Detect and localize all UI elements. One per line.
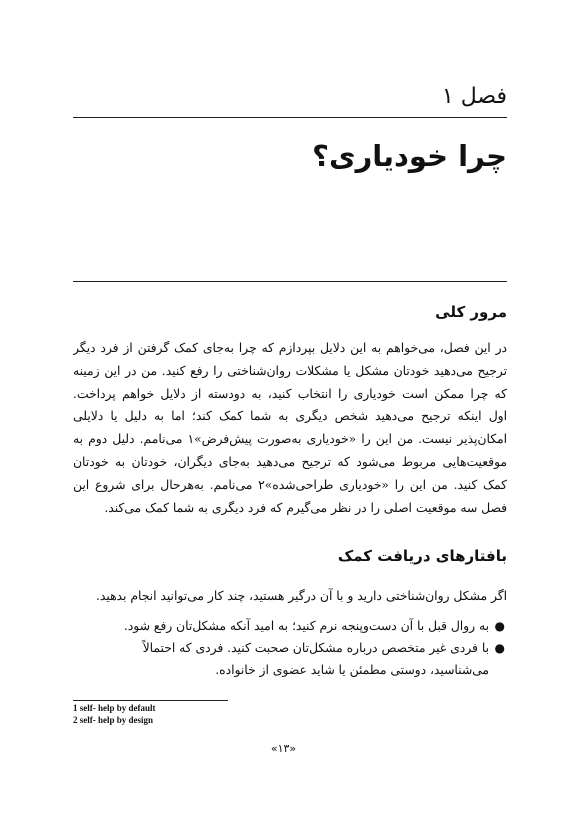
contexts-intro: اگر مشکل روان‌شناختی دارید و با آن درگیر هستید، چند کار می‌توانید انجام بدهید. [96, 589, 507, 603]
paragraph-line: موقعیت‌هایی مربوط می‌شود که ترجیح می‌دهید به‌جای دیگران، خودتان به خودتان [73, 454, 507, 469]
paragraph-line: ترجیح می‌دهید خودتان مشکل یا مشکلات روان‌شناختی را رفع کنید. من در این زمینه [73, 363, 507, 378]
paragraph-line: کمک کنید. من این را «خودیاری طراحی‌شده»۲ می‌نامم. به‌هرحال برای شروع این [73, 477, 507, 492]
list-item-line: به روال قبل با آن دست‌وپنجه نرم کنید؛ به امید آنکه مشکل‌تان رفع شود. [123, 619, 489, 633]
footnotes [73, 702, 156, 726]
bullet-icon: ● [494, 641, 505, 655]
list-item-line: می‌شناسید، دوستی مطمئن یا شاید عضوی از خانواده. [215, 663, 489, 677]
contexts-heading: بافتارهای دریافت کمک [337, 547, 507, 565]
list-item [73, 637, 507, 681]
footnote-1: 1 self- help by default [73, 703, 156, 713]
overview-paragraph [73, 337, 507, 519]
bullet-icon: ● [494, 619, 505, 633]
paragraph-line: اول اینکه ترجیح می‌دهید شخص دیگری به شما کمک کند؛ اما به دلیل یا دلایلی [73, 409, 507, 424]
chapter-top-rule [73, 117, 507, 118]
page-number: «۱۳» [270, 742, 297, 755]
footnote-2: 2 self- help by design [73, 715, 154, 725]
list-item [73, 615, 507, 637]
list-item-line: با فردی غیر متخصص درباره مشکل‌تان صحبت کنید. فردی که احتمالاً [142, 641, 489, 655]
chapter-bottom-rule [73, 281, 507, 282]
footnote-rule [73, 700, 228, 701]
paragraph-line: که چرا ممکن است خودیاری را انتخاب کنید، به دودسته از دلایل خواهم پرداخت. [73, 386, 507, 401]
chapter-title: چرا خودیاری؟ [312, 139, 507, 173]
contexts-bullet-list [73, 615, 507, 681]
paragraph-line: در این فصل، می‌خواهم به این دلایل بپردازم که چرا به‌جای کمک گرفتن از فرد دیگر [73, 341, 507, 355]
chapter-label: فصل ۱ [441, 84, 507, 109]
overview-heading: مرور کلی [435, 303, 507, 321]
paragraph-line: فصل سه موقعیت اصلی را در نظر می‌گیرم که فرد دیگری به شما کمک می‌کند. [104, 500, 507, 515]
paragraph-line: امکان‌پذیر نیست. من این را «خودیاری به‌صورت پیش‌فرض»۱ می‌نامم. دلیل دوم به [73, 432, 507, 447]
